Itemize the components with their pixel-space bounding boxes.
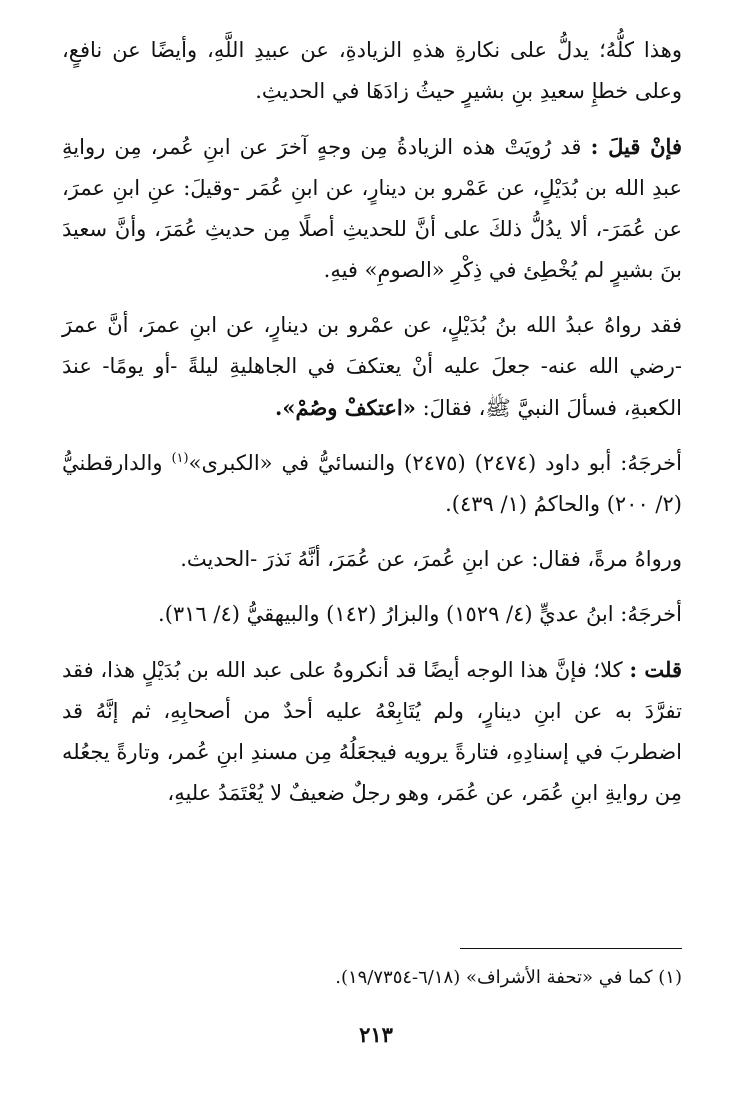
paragraph-4	[62, 443, 682, 525]
paragraph-3	[62, 305, 682, 429]
hadith-quote: «اعتكفْ وصُمْ».	[275, 395, 416, 420]
paragraph-1-text: وهذا كلُّهُ؛ يدلُّ على نكارةِ هذهِ الزيادةِ، عن عبيدِ اللَّهِ، وأيضًا عن نافعٍ، وعلى خطإِ سعيدِ بنِ بشيرٍ حيثُ زادَهَا في الحديثِ.	[62, 38, 682, 103]
paragraph-6	[62, 594, 682, 635]
paragraph-2-text: قد رُويَتْ هذه الزيادةُ مِن وجهٍ آخرَ عن ابنِ عُمر، مِن روايةِ عبدِ الله بن بُدَيْلٍ، عن عَمْرو بن دينارٍ، عن ابنِ عُمَر -وقيلَ: عنِ ابنِ عمرَ، عن عُمَرَ-، ألا يدُلُّ ذلكَ على أنَّ للحديثِ أصلًا مِن حديثِ عُمَرَ، وأنَّ سعيدَ بنَ بشيرٍ لم يُخْطِئ في ذِكْرِ «الصومِ» فيهِ.	[62, 135, 682, 282]
paragraph-6-text: أخرجَهُ: ابنُ عديٍّ (٤/ ١٥٢٩) والبزارُ (١٤٢) والبيهقيُّ (٤/ ٣١٦).	[158, 602, 682, 626]
paragraph-5	[62, 539, 682, 580]
paragraph-7	[62, 649, 682, 814]
paragraph-3-text: فقد رواهُ عبدُ الله بنُ بُدَيْلٍ، عن عمْرو بن دينارٍ، عن ابنِ عمرَ، أنَّ عمرَ -رضي الله عنه- جعلَ عليه أنْ يعتكفَ في الجاهليةِ ليلةً -أو يومًا- عندَ الكعبةِ، فسألَ النبيَّ ﷺ، فقالَ:	[62, 313, 682, 420]
paragraph-7-text: كلا؛ فإنَّ هذا الوجه أيضًا قد أنكروهُ على عبد الله بن بُدَيْلٍ هذا، فقد تفرَّدَ به عن ابنِ دينارٍ، ولم يُتَابِعْهُ عليه أحدٌ من أصحابِهِ، ثم إنَّهُ قد اضطربَ في إسنادِهِ، فتارةً يرويه فيجعَلُهُ مِن مسندِ ابنِ عُمر، وتارةً يجعُله مِن روايةِ ابنِ عُمَر، عن عُمَر، وهو رجلٌ ضعيفٌ لا يُعْتَمَدُ عليهِ،	[62, 658, 682, 805]
paragraph-1	[62, 30, 682, 112]
page-number: ٢١٣	[359, 1022, 393, 1047]
paragraph-2-lead: فإنْ قيلَ :	[590, 134, 682, 159]
paragraph-7-lead: قلت :	[629, 657, 682, 682]
paragraph-5-text: ورواهُ مرةً، فقال: عن ابنِ عُمرَ، عن عُمَرَ، أنَّهُ نَذرَ -الحديث.	[180, 547, 682, 571]
footnote-divider	[460, 948, 682, 949]
footnote-reference: (١)	[171, 451, 189, 466]
paragraph-4-text: أخرجَهُ: أبو داود (٢٤٧٤) (٢٤٧٥) والنسائيُّ في «الكبرى»	[188, 451, 682, 475]
footnote: (١) كما في «تحفة الأشراف» (٦/١٨-١٩/٧٣٥٤).	[335, 967, 682, 988]
paragraph-2	[62, 126, 682, 291]
paragraph-4-tail: والدارقطنيُّ (٢/ ٢٠٠) والحاكمُ (١/ ٤٣٩).	[62, 451, 682, 516]
page-body	[62, 30, 682, 828]
